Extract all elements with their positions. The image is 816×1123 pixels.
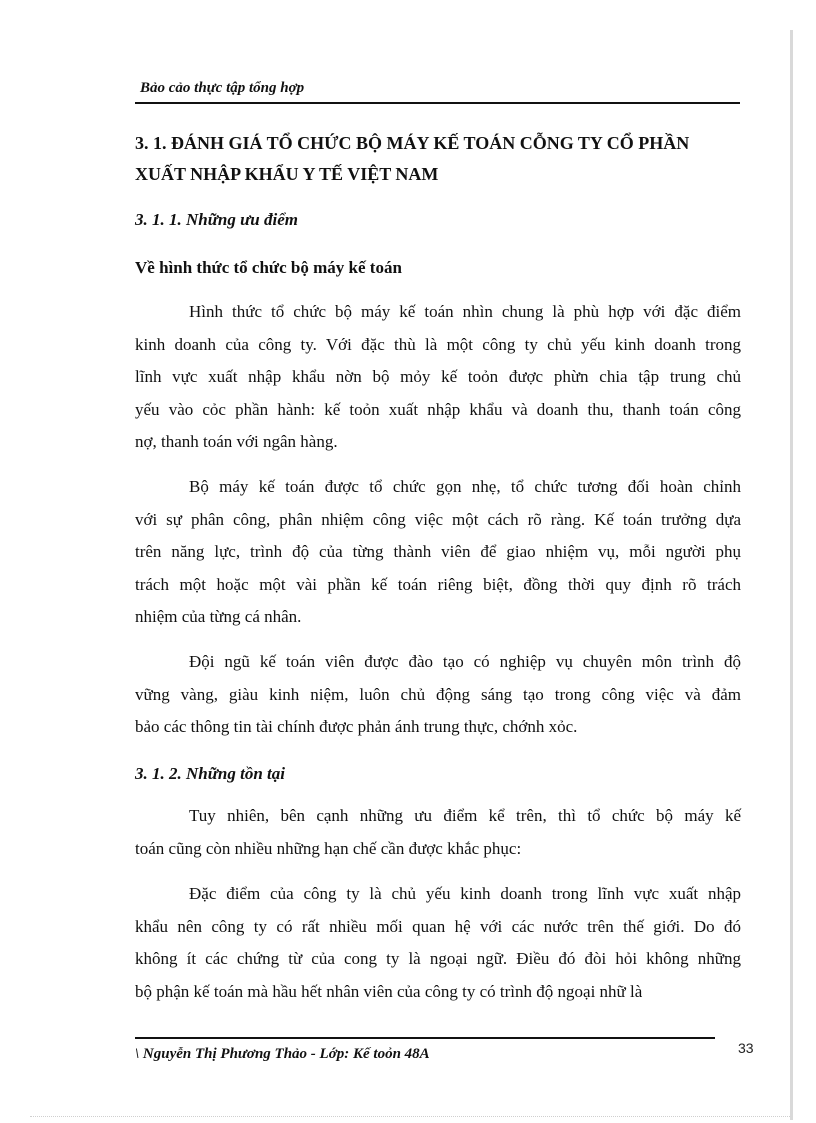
footer-author: \ Nguyễn Thị Phương Thảo - Lớp: Kế toỏn 48A [135,1046,430,1062]
subsection-title-organization: Về hình thức tổ chức bộ máy kế toán [135,258,402,277]
paragraph-line: khẩu nên công ty có rất nhiều mối quan hệ với các nước trên thế giới. Do đó [135,916,741,936]
paragraph [135,646,741,744]
paragraph-line: không ít các chứng từ của cong ty là ngoại ngữ. Điều đó đòi hỏi không những [135,949,741,968]
paragraph-line: với sự phân công, phân nhiệm công việc một cách rõ ràng. Kế toán trưởng dựa [135,509,741,529]
paragraph-line: Đặc điểm của công ty là chủ yếu kinh doanh trong lĩnh vực xuất nhập [189,884,741,903]
section-title-advantages: 3. 1. 1. Những ưu điểm [135,210,299,229]
paragraph-line: nhiệm của từng cá nhân. [135,607,302,626]
page-edge-shadow [790,30,793,1120]
footer-rule [135,1037,715,1039]
paragraph-line: bộ phận kế toán mà hầu hết nhân viên của công ty có trình độ ngoại nhữ là [135,981,643,1001]
chapter-heading-line: XUẤT NHẬP KHẨU Y TẾ VIỆT NAM [135,164,439,184]
paragraph-line: trách một hoặc một vài phần kế toán riêng biệt, đồng thời quy định rõ trách [135,574,741,594]
page-number: 33 [738,1040,754,1056]
paragraph-line: toán cũng còn nhiều những hạn chế cần được khắc phục: [135,838,522,858]
paragraph-line: yếu vào cỏc phần hành: kế toỏn xuất nhập khẩu và doanh thu, thanh toán công [135,399,741,419]
paragraph-line: Hình thức tổ chức bộ máy kế toán nhìn chung là phù hợp với đặc điểm [189,302,741,321]
paragraph-line: vững vàng, giàu kinh niệm, luôn chủ động sáng tạo trong công việc và đảm [135,684,741,704]
paragraph-line: kinh doanh của công ty. Với đặc thù là một công ty chủ yếu kinh doanh trong [135,334,741,354]
header-rule [135,102,740,104]
running-header: Bảo cảo thực tập tổng hợp [140,80,305,96]
paragraph-line: Đội ngũ kế toán viên được đào tạo có nghiệp vụ chuyên môn trình độ [189,652,741,671]
chapter-heading [135,128,740,190]
paragraph-line: trên năng lực, trình độ của từng thành viên để giao nhiệm vụ, mỗi người phụ [135,542,741,561]
paragraph [135,471,741,634]
paragraph [135,296,741,459]
page-bottom-border [30,1116,790,1117]
chapter-heading-line: 3. 1. ĐÁNH GIÁ TỔ CHỨC BỘ MÁY KẾ TOÁN CỖNG TY CỔ PHẦN [135,133,690,153]
paragraph-line: bảo các thông tin tài chính được phản ánh trung thực, chớnh xỏc. [135,717,578,736]
paragraph-line: lĩnh vực xuất nhập khẩu nờn bộ mỏy kế toỏn được phừn chia tập trung chủ [135,367,741,386]
paragraph-line: Tuy nhiên, bên cạnh những ưu điểm kể trên, thì tổ chức bộ máy kế [189,806,741,825]
paragraph-line: nợ, thanh toán với ngân hàng. [135,432,338,451]
paragraph-line: Bộ máy kế toán được tổ chức gọn nhẹ, tổ chức tương đối hoàn chỉnh [189,477,741,496]
paragraph [135,878,741,1008]
section-title-limitations: 3. 1. 2. Những tồn tại [135,764,285,783]
paragraph [135,800,741,865]
